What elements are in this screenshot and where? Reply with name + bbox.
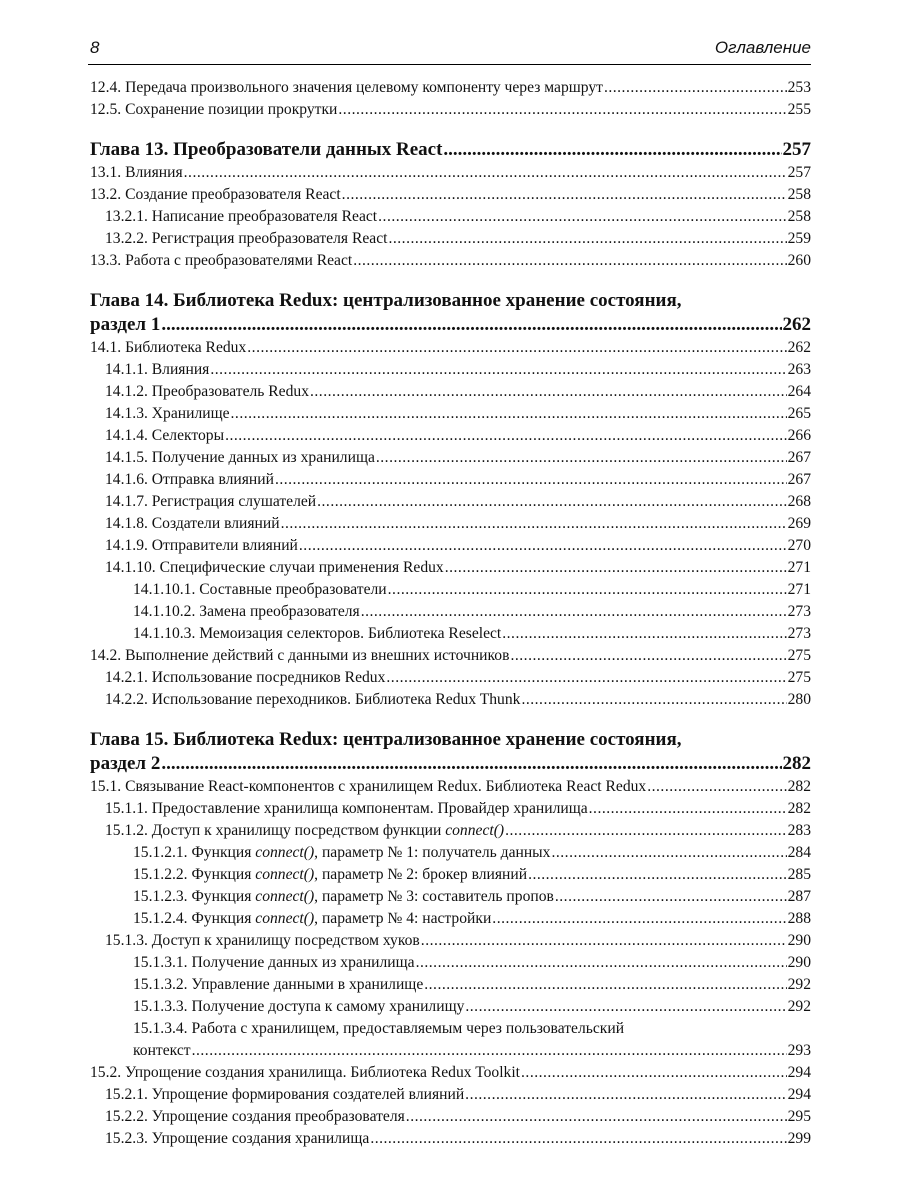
toc-entry: 14.1.1. Влияния ..... 263: [90, 359, 811, 381]
toc-entry: 14.1.3. Хранилище ..... 265: [90, 403, 811, 425]
toc-entry: 15.1.1. Предоставление хранилища компонентам. Провайдер хранилища ..... 282: [90, 798, 811, 820]
toc-entry: 13.3. Работа с преобразователями React ..... 260: [90, 250, 811, 272]
toc-entry: 14.1.8. Создатели влияний ..... 269: [90, 513, 811, 535]
toc-entry: 14.1.10.3. Мемоизация селекторов. Библиотека Reselect ..... 273: [90, 623, 811, 645]
toc-entry: 15.1.3.4. Работа с хранилищем, предоставляемым через пользовательский: [133, 1020, 625, 1037]
toc-entry: 15.1.3.1. Получение данных из хранилища ..... 290: [90, 952, 811, 974]
toc-entry-continued: контекст ..... 293: [90, 1040, 811, 1062]
toc-entry: 15.2.2. Упрощение создания преобразователя ..... 295: [90, 1106, 811, 1128]
toc-entry: 14.1.4. Селекторы ..... 266: [90, 425, 811, 447]
chapter-heading: Глава 15. Библиотека Redux: централизованное хранение состояния,: [90, 729, 682, 750]
toc-entry: 13.2.2. Регистрация преобразователя React ..... 259: [90, 228, 811, 250]
page-number: 8: [90, 38, 100, 57]
running-title: Оглавление: [714, 38, 811, 57]
toc-entry: 15.1.2.2. Функция connect(), параметр № 2: брокер влияний ..... 285: [90, 864, 811, 886]
toc-entry: 14.2.1. Использование посредников Redux ..... 275: [90, 667, 811, 689]
toc-entry: 14.2.2. Использование переходников. Библиотека Redux Thunk ..... 280: [90, 689, 811, 711]
toc-entry: 15.1.2.4. Функция connect(), параметр № 4: настройки ..... 288: [90, 908, 811, 930]
toc-entry: 15.2.3. Упрощение создания хранилища ..... 299: [90, 1128, 811, 1150]
toc-entry: 15.1. Связывание React-компонентов с хранилищем Redux. Библиотека React Redux ..... 282: [90, 776, 811, 798]
toc-entry: 15.1.3.3. Получение доступа к самому хранилищу ..... 292: [90, 996, 811, 1018]
toc-entry: 12.4. Передача произвольного значения целевому компоненту через маршрут ..... 253: [90, 77, 811, 99]
toc-entry: 15.1.2. Доступ к хранилищу посредством функции connect() ..... 283: [90, 820, 811, 842]
toc-entry: 14.1.10.2. Замена преобразователя ..... 273: [90, 601, 811, 623]
toc-entry: 14.1.6. Отправка влияний ..... 267: [90, 469, 811, 491]
toc-entry: 13.2.1. Написание преобразователя React ..... 258: [90, 206, 811, 228]
chapter-heading: Глава 14. Библиотека Redux: централизованное хранение состояния,: [90, 290, 682, 311]
toc-entry: 15.1.3. Доступ к хранилищу посредством хуков ..... 290: [90, 930, 811, 952]
toc-entry: 15.2. Упрощение создания хранилища. Библиотека Redux Toolkit ..... 294: [90, 1062, 811, 1084]
toc-entry: 14.1.10. Специфические случаи применения Redux ..... 271: [90, 557, 811, 579]
toc-entry: 14.1.7. Регистрация слушателей ..... 268: [90, 491, 811, 513]
table-of-contents: [90, 77, 811, 1150]
toc-entry: 13.2. Создание преобразователя React ..... 258: [90, 184, 811, 206]
chapter-heading-continued: раздел 2 ..... 282: [90, 752, 811, 776]
toc-entry: 12.5. Сохранение позиции прокрутки ..... 255: [90, 99, 811, 121]
toc-entry: 14.1.2. Преобразователь Redux ..... 264: [90, 381, 811, 403]
toc-entry: 15.1.2.1. Функция connect(), параметр № 1: получатель данных ..... 284: [90, 842, 811, 864]
toc-entry: 14.1.9. Отправители влияний ..... 270: [90, 535, 811, 557]
toc-entry: 15.1.2.3. Функция connect(), параметр № 3: составитель пропов ..... 287: [90, 886, 811, 908]
toc-entry: 15.1.3.2. Управление данными в хранилище ..... 292: [90, 974, 811, 996]
toc-entry: 14.2. Выполнение действий с данными из внешних источников ..... 275: [90, 645, 811, 667]
toc-entry: 15.2.1. Упрощение формирования создателей влияний ..... 294: [90, 1084, 811, 1106]
page-header: [88, 38, 811, 65]
toc-entry: 13.1. Влияния ..... 257: [90, 162, 811, 184]
toc-entry: 14.1.5. Получение данных из хранилища ..... 267: [90, 447, 811, 469]
toc-entry: 14.1.10.1. Составные преобразователи ..... 271: [90, 579, 811, 601]
toc-entry: 14.1. Библиотека Redux ..... 262: [90, 337, 811, 359]
chapter-heading-continued: раздел 1 ..... 262: [90, 313, 811, 337]
chapter-heading: Глава 13. Преобразователи данных React ..... 257: [90, 138, 811, 162]
